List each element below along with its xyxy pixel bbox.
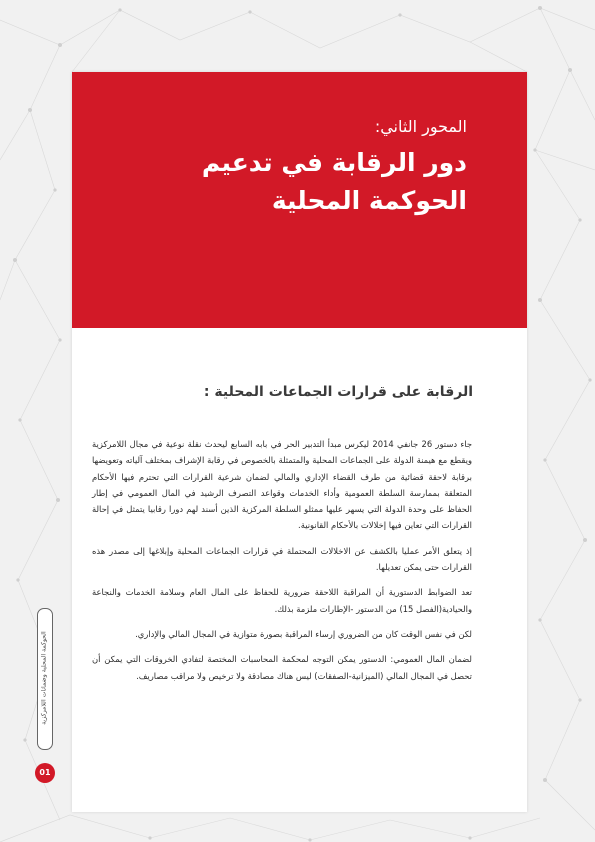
chapter-title-line-2: الحوكمة المحلية [271, 186, 467, 215]
paragraph: لضمان المال العمومي: الدستور يمكن التوجه لمحكمة المحاسبات المختصة لتفادي الخروقات التي يمكن أن تحصل في المجال المالي (الميزانية-الصفقات) ليس هناك مصادقة ولا ترخيص ولا مراقب مصاريف. [92, 654, 472, 681]
body-text [92, 436, 472, 693]
side-running-title: الحوكمة المحلية وضمانات اللامركزية [40, 631, 48, 725]
paragraph: إذ يتعلق الأمر عمليا بالكشف عن الاخلالات المحتملة في قرارات الجماعات المحلية وإبلاغها إلى مصدر هذه القرارات حتى يمكن تعديلها. [92, 545, 472, 573]
paragraph: جاء دستور 26 جانفي 2014 ليكرس مبدأ التدبير الحر في بابه السابع ليحدث نقلة نوعية في مجال اللامركزية ويقطع مع هيمنة الدولة على الجماعات المحلية والمتمثلة بالخصوص في رقابة الإشراف بمختلف آلياته وتعويضها برقابة لاحقة قضائية من طرف القضاء الإداري والمالي لضمان شرعية القرارات التي تحترم فيها الأحكام المتعلقة بممارسة السلطة العمومية وأداء الخدمات وقواعد التصرف الرشيد في المال العمومي في إطار الحفاظ على وحدة الدولة التي يسهر عليها ممثلو السلطة المركزية الذين أسند لهم دورا رقابيا يتمثل في إحالة القرارات التي تعاين فيها إخلالات بالأحكام القانونية. [92, 439, 472, 531]
page-number-badge: 01 [35, 763, 55, 783]
section-heading: الرقابة على قرارات الجماعات المحلية : [203, 384, 473, 400]
paragraph: تعد الضوابط الدستورية أن المراقبة اللاحقة ضرورية للحفاظ على المال العام وسلامة الخدمات والنجاعة والحيادية(الفصل 15) من الدستور -الإطارات ملزمة بذلك. [92, 587, 472, 614]
paragraph: لكن في نفس الوقت كان من الضروري إرساء المراقبة بصورة متوازية في المجال المالي والإداري. [135, 628, 472, 639]
chapter-kicker: المحور الثاني: [374, 117, 467, 136]
chapter-title-line-1: دور الرقابة في تدعيم [201, 148, 467, 177]
